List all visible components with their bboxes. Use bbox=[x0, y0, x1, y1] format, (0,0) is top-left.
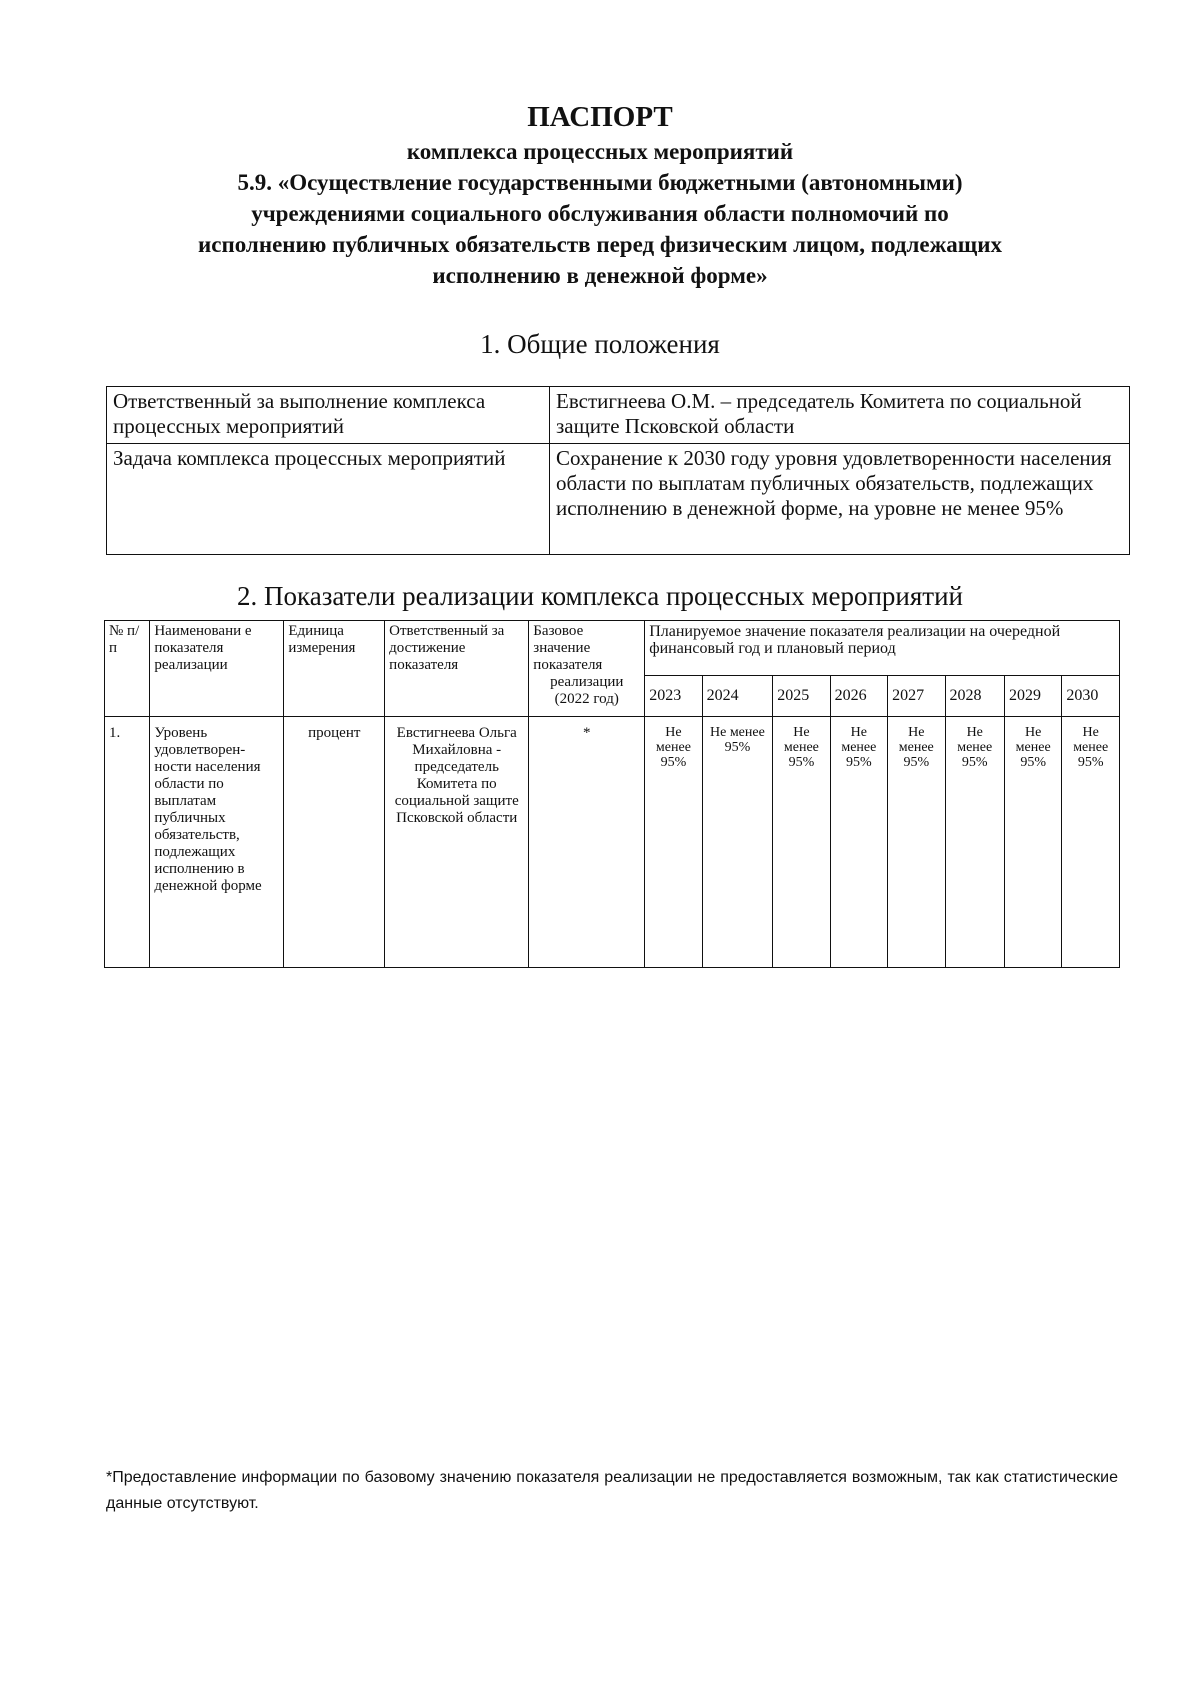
row-num: 1. bbox=[105, 717, 150, 968]
header-num: № п/п bbox=[105, 621, 150, 717]
value-2028: Не менее 95% bbox=[945, 717, 1004, 968]
table-row bbox=[107, 444, 1130, 555]
header-base-text-2: реализации (2022 год) bbox=[550, 674, 624, 707]
table-row bbox=[107, 387, 1130, 444]
table-row bbox=[105, 717, 1120, 968]
header-planned: Планируемое значение показателя реализации на очередной финансовый год и плановый период bbox=[645, 621, 1120, 676]
responsible-value: Евстигнеева О.М. – председатель Комитета по социальной защите Псковской области bbox=[550, 387, 1130, 444]
value-2025: Не менее 95% bbox=[773, 717, 830, 968]
footnote: *Предоставление информации по базовому значению показателя реализации не предоставляется возможным, так как статистические данные отсутствуют. bbox=[106, 1469, 1118, 1512]
year-2025: 2025 bbox=[773, 676, 830, 717]
header-base-text: Базовое значение показателя bbox=[533, 623, 603, 673]
header-base bbox=[529, 621, 645, 717]
year-2029: 2029 bbox=[1004, 676, 1061, 717]
header-unit: Единица измерения bbox=[284, 621, 385, 717]
value-2024: Не менее 95% bbox=[702, 717, 773, 968]
year-2026: 2026 bbox=[830, 676, 887, 717]
title-line-1: комплекса процессных мероприятий bbox=[406, 139, 794, 164]
value-2026: Не менее 95% bbox=[830, 717, 887, 968]
row-name: Уровень удовлетворен-ности населения области по выплатам публичных обязательств, подлежащих исполнению в денежной форме bbox=[150, 717, 284, 968]
title-line-3: учреждениями социального обслуживания области полномочий по bbox=[251, 201, 949, 226]
task-label: Задача комплекса процессных мероприятий bbox=[107, 444, 550, 555]
title-line-5: исполнению в денежной форме» bbox=[432, 263, 768, 288]
row-base: * bbox=[529, 717, 645, 968]
year-2023: 2023 bbox=[645, 676, 702, 717]
value-2029: Не менее 95% bbox=[1004, 717, 1061, 968]
year-2027: 2027 bbox=[888, 676, 945, 717]
passport-title bbox=[100, 98, 1100, 291]
row-unit: процент bbox=[284, 717, 385, 968]
year-2028: 2028 bbox=[945, 676, 1004, 717]
title-line-4: исполнению публичных обязательств перед физическим лицом, подлежащих bbox=[198, 232, 1002, 257]
header-row bbox=[105, 621, 1120, 676]
task-value: Сохранение к 2030 году уровня удовлетворенности населения области по выплатам публичных обязательств, подлежащих исполнению в денежной форме, на уровне не менее 95% bbox=[550, 444, 1130, 555]
section2-title: 2. Показатели реализации комплекса процессных мероприятий bbox=[237, 581, 963, 611]
value-2023: Не менее 95% bbox=[645, 717, 702, 968]
section1-title: 1. Общие положения bbox=[480, 329, 720, 359]
year-2024: 2024 bbox=[702, 676, 773, 717]
header-responsible: Ответственный за достижение показателя bbox=[385, 621, 529, 717]
year-2030: 2030 bbox=[1062, 676, 1120, 717]
value-2027: Не менее 95% bbox=[888, 717, 945, 968]
value-2030: Не менее 95% bbox=[1062, 717, 1120, 968]
general-provisions-table bbox=[106, 386, 1130, 555]
header-name: Наименовани е показателя реализации bbox=[150, 621, 284, 717]
title-main: ПАСПОРТ bbox=[527, 101, 673, 133]
title-line-2: 5.9. «Осуществление государственными бюджетными (автономными) bbox=[237, 170, 963, 195]
row-responsible: Евстигнеева Ольга Михайловна - председатель Комитета по социальной защите Псковской области bbox=[385, 717, 529, 968]
responsible-label: Ответственный за выполнение комплекса процессных мероприятий bbox=[107, 387, 550, 444]
indicators-table bbox=[104, 620, 1120, 968]
